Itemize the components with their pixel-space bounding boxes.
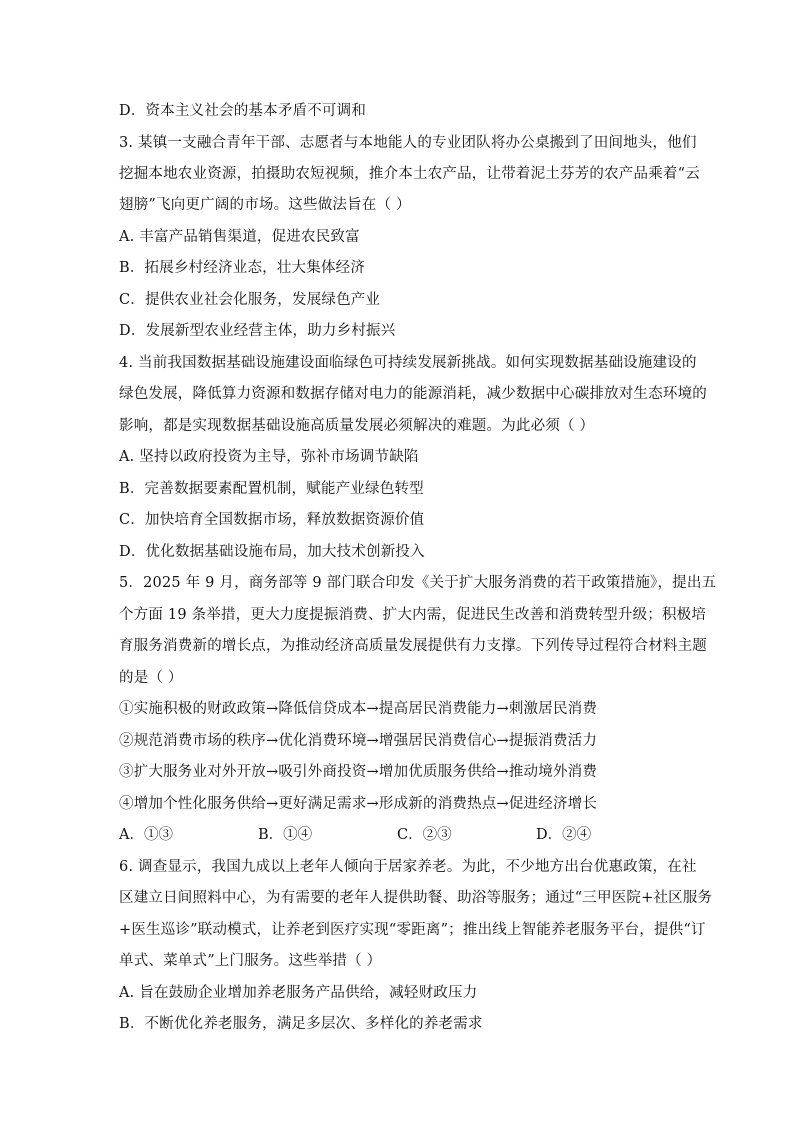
question-3-line-2: 挖掘本地农业资源，拍摄助农短视频，推介本土农产品，让带着泥土芬芳的农产品乘着“云 — [119, 166, 700, 182]
question-5-option-d: D．②④ — [536, 827, 592, 843]
question-4-line-2: 绿色发展，降低算力资源和数据存储对电力的能源消耗，减少数据中心碳排放对生态环境的 — [119, 386, 707, 402]
question-5-line-2: 个方面 19 条举措，更大力度提振消费、扩大内需，促进民生改善和消费转型升级；积极培 — [119, 607, 707, 623]
question-5-line-1: 5．2025 年 9 月，商务部等 9 部门联合印发《关于扩大服务消费的若干政策措施》，提出五 — [119, 575, 717, 591]
question-5-option-a: A．①③ — [119, 827, 173, 843]
question-4-line-3: 影响，都是实现数据基础设施高质量发展必须解决的难题。为此必须（ ） — [119, 418, 595, 434]
question-6-option-b: B．不断优化养老服务，满足多层次、多样化的养老需求 — [119, 1016, 483, 1032]
question-5-statement-4: ④增加个性化服务供给→更好满足需求→形成新的消费热点→促进经济增长 — [119, 796, 598, 812]
question-5-line-3: 育服务消费新的增长点，为推动经济高质量发展提供有力支撑。下列传导过程符合材料主题 — [119, 638, 707, 654]
question-5-line-4: 的是（ ） — [119, 670, 183, 686]
question-4-option-b: B．完善数据要素配置机制，赋能产业绿色转型 — [119, 481, 424, 497]
question-4-line-1: 4. 当前我国数据基础设施建设面临绿色可持续发展新挑战。如何实现数据基础设施建设的 — [119, 355, 697, 371]
question-3-line-3: 翅膀”飞向更广阔的市场。这些做法旨在（ ） — [119, 197, 411, 213]
question-6-line-1: 6. 调查显示，我国九成以上老年人倾向于居家养老。为此，不少地方出台优惠政策，在社 — [119, 859, 697, 875]
question-5-statement-1: ①实施积极的财政政策→降低信贷成本→提高居民消费能力→刺激居民消费 — [119, 701, 598, 717]
question-5-statement-2: ②规范消费市场的秩序→优化消费环境→增强居民消费信心→提振消费活力 — [119, 733, 598, 749]
question-4-option-a: A. 坚持以政府投资为主导，弥补市场调节缺陷 — [119, 449, 419, 465]
question-4-option-d: D．优化数据基础设施布局，加大技术创新投入 — [119, 544, 425, 560]
question-5-option-c: C．②③ — [397, 827, 452, 843]
question-5-statement-3: ③扩大服务业对外开放→吸引外商投资→增加优质服务供给→推动境外消费 — [119, 764, 598, 780]
question-3-option-c: C．提供农业社会化服务，发展绿色产业 — [119, 292, 381, 308]
question-6-option-a: A. 旨在鼓励企业增加养老服务产品供给，减轻财政压力 — [119, 985, 478, 1001]
question-6-line-3: +医生巡诊”联动模式，让养老到医疗实现“零距离”；推出线上智能养老服务平台，提供“订 — [119, 922, 706, 938]
question-4-option-c: C．加快培育全国数据市场，释放数据资源价值 — [119, 512, 425, 528]
question-3-option-d: D．发展新型农业经营主体，助力乡村振兴 — [119, 323, 396, 339]
question-3-line-1: 3. 某镇一支融合青年干部、志愿者与本地能人的专业团队将办公桌搬到了田间地头，他们 — [119, 135, 697, 151]
question-3-option-b: B．拓展乡村经济业态，壮大集体经济 — [119, 260, 366, 276]
question-5-option-b: B．①④ — [258, 827, 313, 843]
question-6-line-4: 单式、菜单式”上门服务。这些举措（ ） — [119, 953, 382, 969]
question-3-option-a: A. 丰富产品销售渠道，促进农民致富 — [119, 229, 360, 245]
question-6-line-2: 区建立日间照料中心，为有需要的老年人提供助餐、助浴等服务；通过“三甲医院+社区服务 — [119, 890, 713, 906]
option-d-q2: D．资本主义社会的基本矛盾不可调和 — [119, 103, 367, 119]
